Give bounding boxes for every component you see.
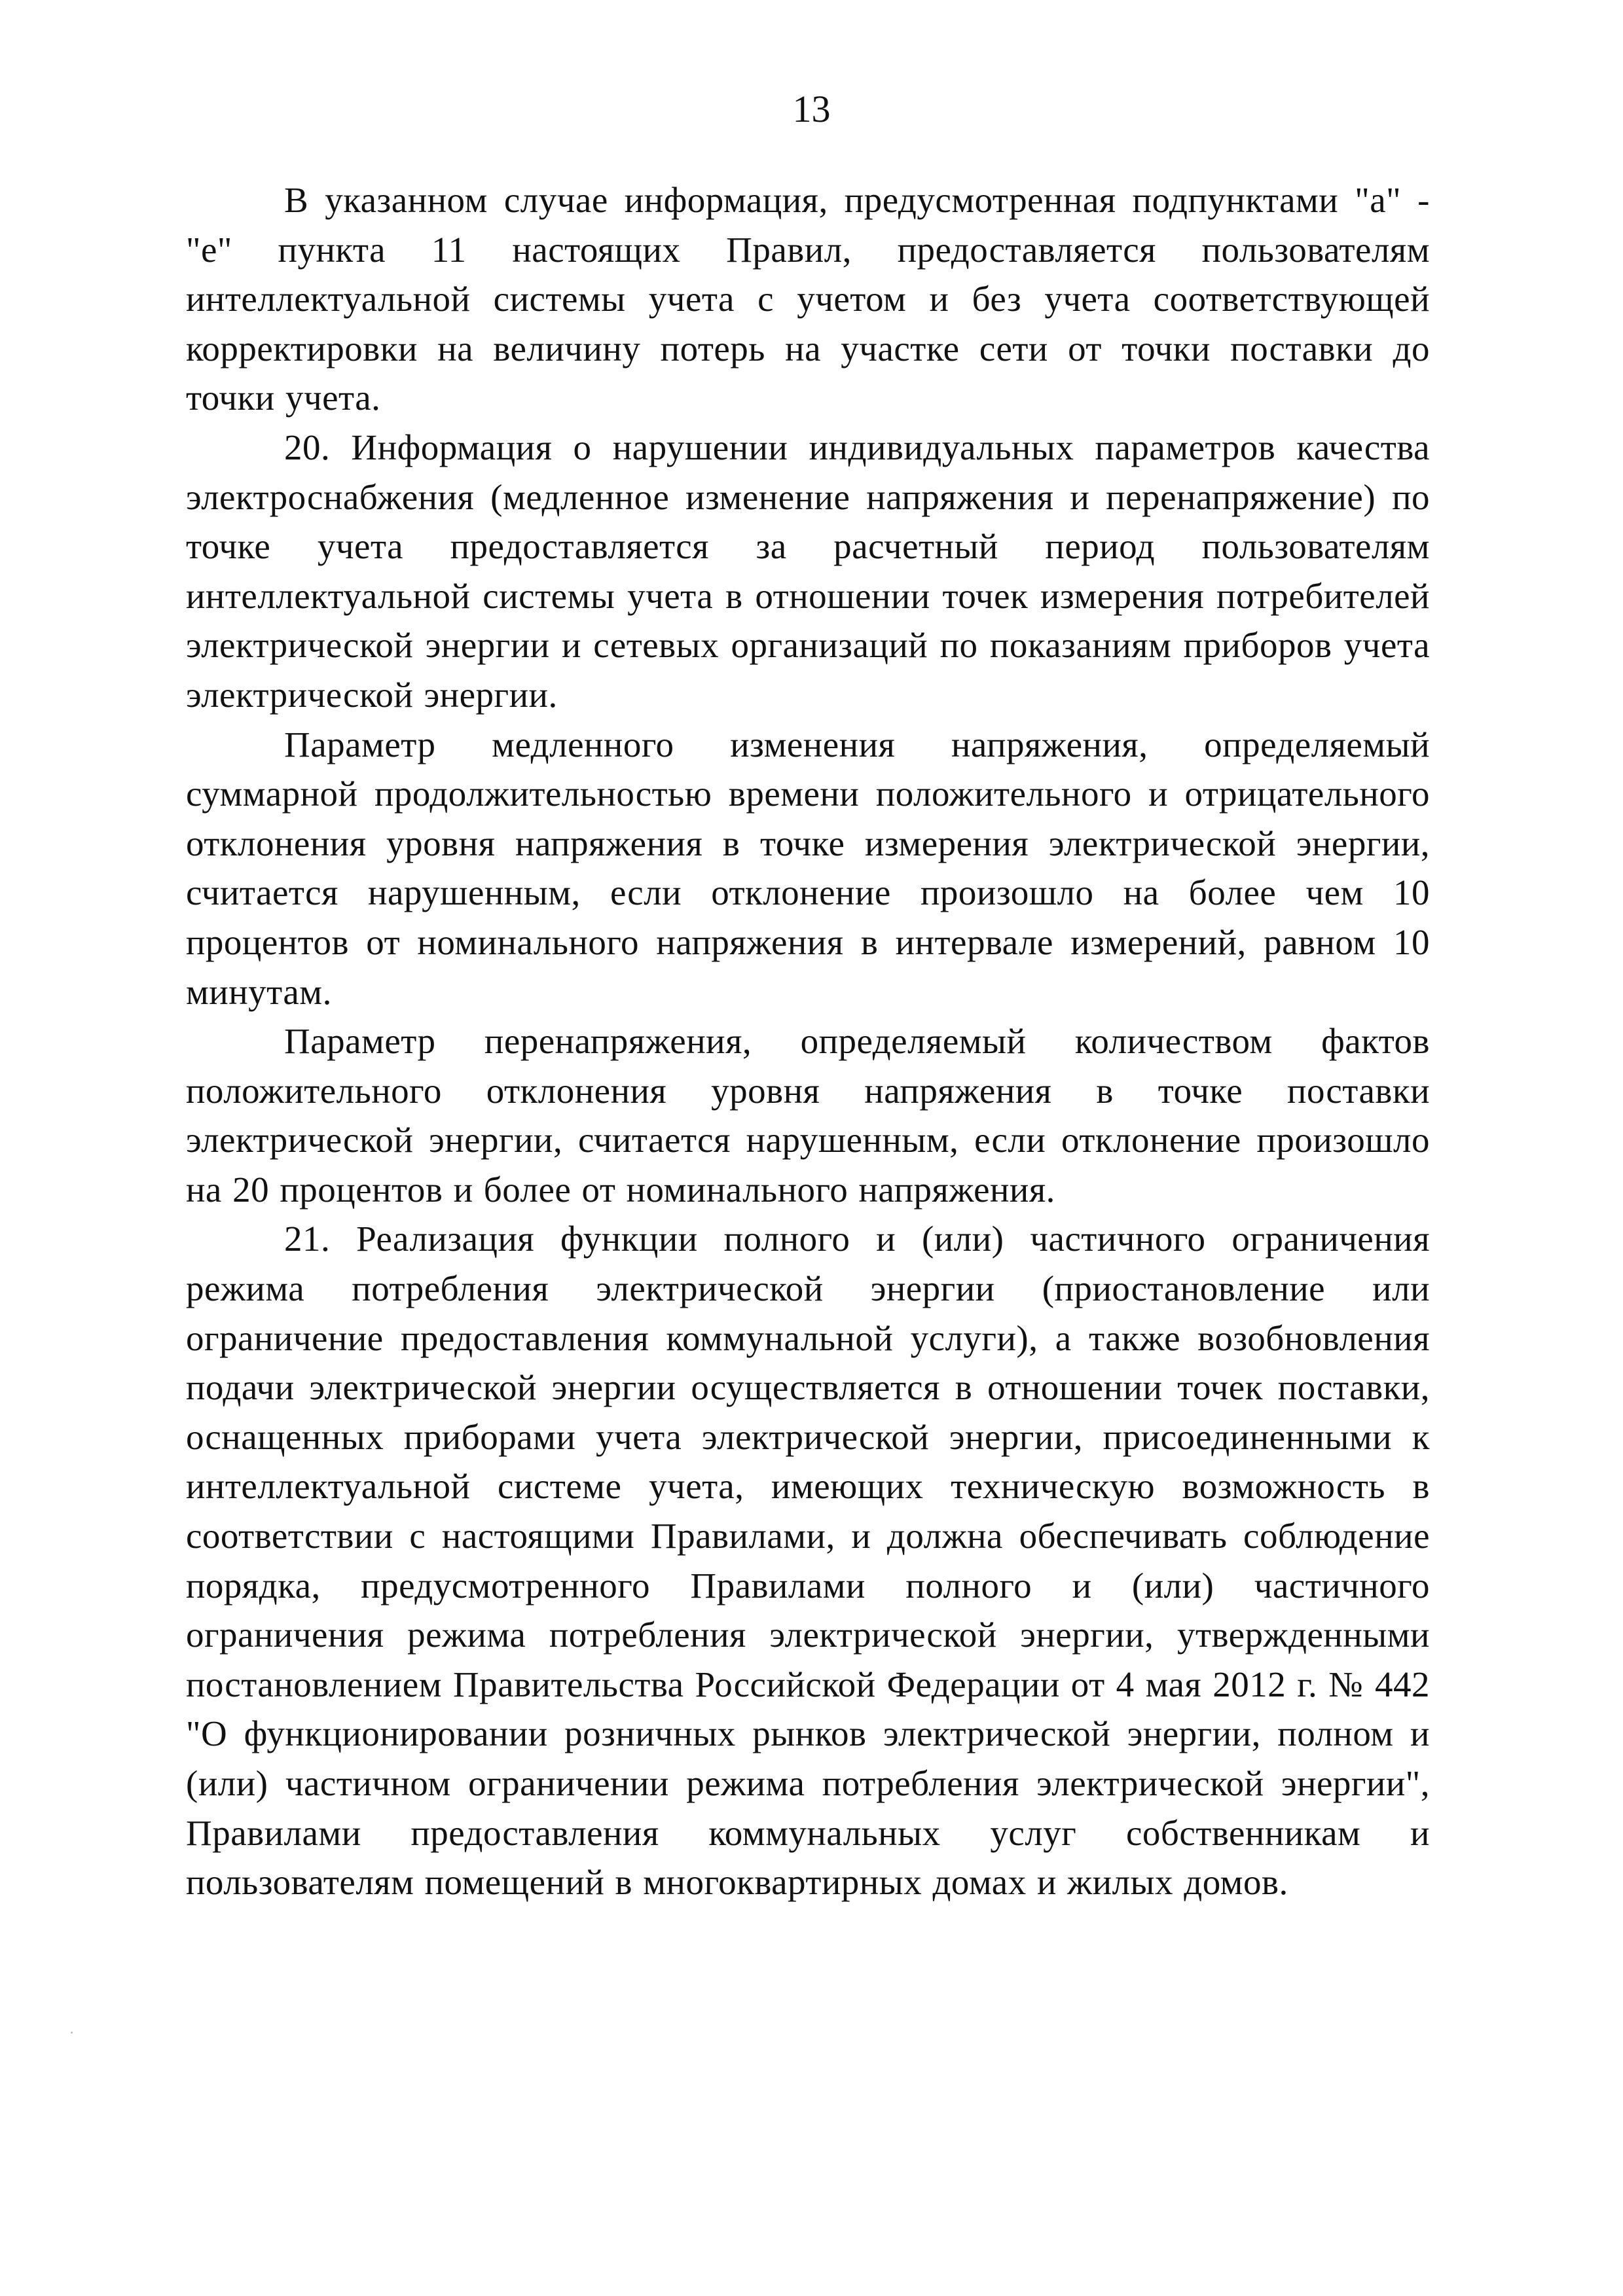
paragraph-information-provision: В указанном случае информация, предусмотренная подпунктами "а" - "е" пункта 11 настоящих Правил, предоставляется пользователям интеллектуальной системы учета с учетом и без учета соответствующей корректировки на величину потерь на участке сети от точки поставки до точки учета. xyxy=(186,180,1430,418)
document-body xyxy=(186,175,1430,1907)
paragraph-21-consumption-limitation: 21. Реализация функции полного и (или) частичного ограничения режима потребления электрической энергии (приостановление или ограничение предоставления коммунальной услуги), а также возобновления подачи электрической энергии осуществляется в отношении точек поставки, оснащенных приборами учета электрической энергии, присоединенными к интеллектуальной системе учета, имеющих техническую возможность в соответствии с настоящими Правилами, и должна обеспечивать соблюдение порядка, предусмотренного Правилами полного и (или) частичного ограничения режима потребления электрической энергии, утвержденными постановлением Правительства Российской Федерации от 4 мая 2012 г. № 442 "О функционировании розничных рынков электрической энергии, полном и (или) частичном ограничении режима потребления электрической энергии", Правилами предоставления коммунальных услуг собственникам и пользователям помещений в многоквартирных домах и жилых домов. xyxy=(186,1219,1430,1903)
paragraph-slow-voltage-change: Параметр медленного изменения напряжения, определяемый суммарной продолжительностью времени положительного и отрицательного отклонения уровня напряжения в точке измерения электрической энергии, считается нарушенным, если отклонение произошло на более чем 10 процентов от номинального напряжения в интервале измерений, равном 10 минутам. xyxy=(186,724,1430,1012)
scan-artifact xyxy=(71,2032,73,2034)
paragraph-20-quality-violation: 20. Информация о нарушении индивидуальных параметров качества электроснабжения (медленное изменение напряжения и перенапряжение) по точке учета предоставляется за расчетный период пользователям интеллектуальной системы учета в отношении точек измерения потребителей электрической энергии и сетевых организаций по показаниям приборов учета электрической энергии. xyxy=(186,427,1430,715)
paragraph-overvoltage: Параметр перенапряжения, определяемый количеством фактов положительного отклонения уровня напряжения в точке поставки электрической энергии, считается нарушенным, если отклонение произошло на 20 процентов и более от номинального напряжения. xyxy=(186,1021,1430,1210)
page-number: 13 xyxy=(792,88,831,130)
